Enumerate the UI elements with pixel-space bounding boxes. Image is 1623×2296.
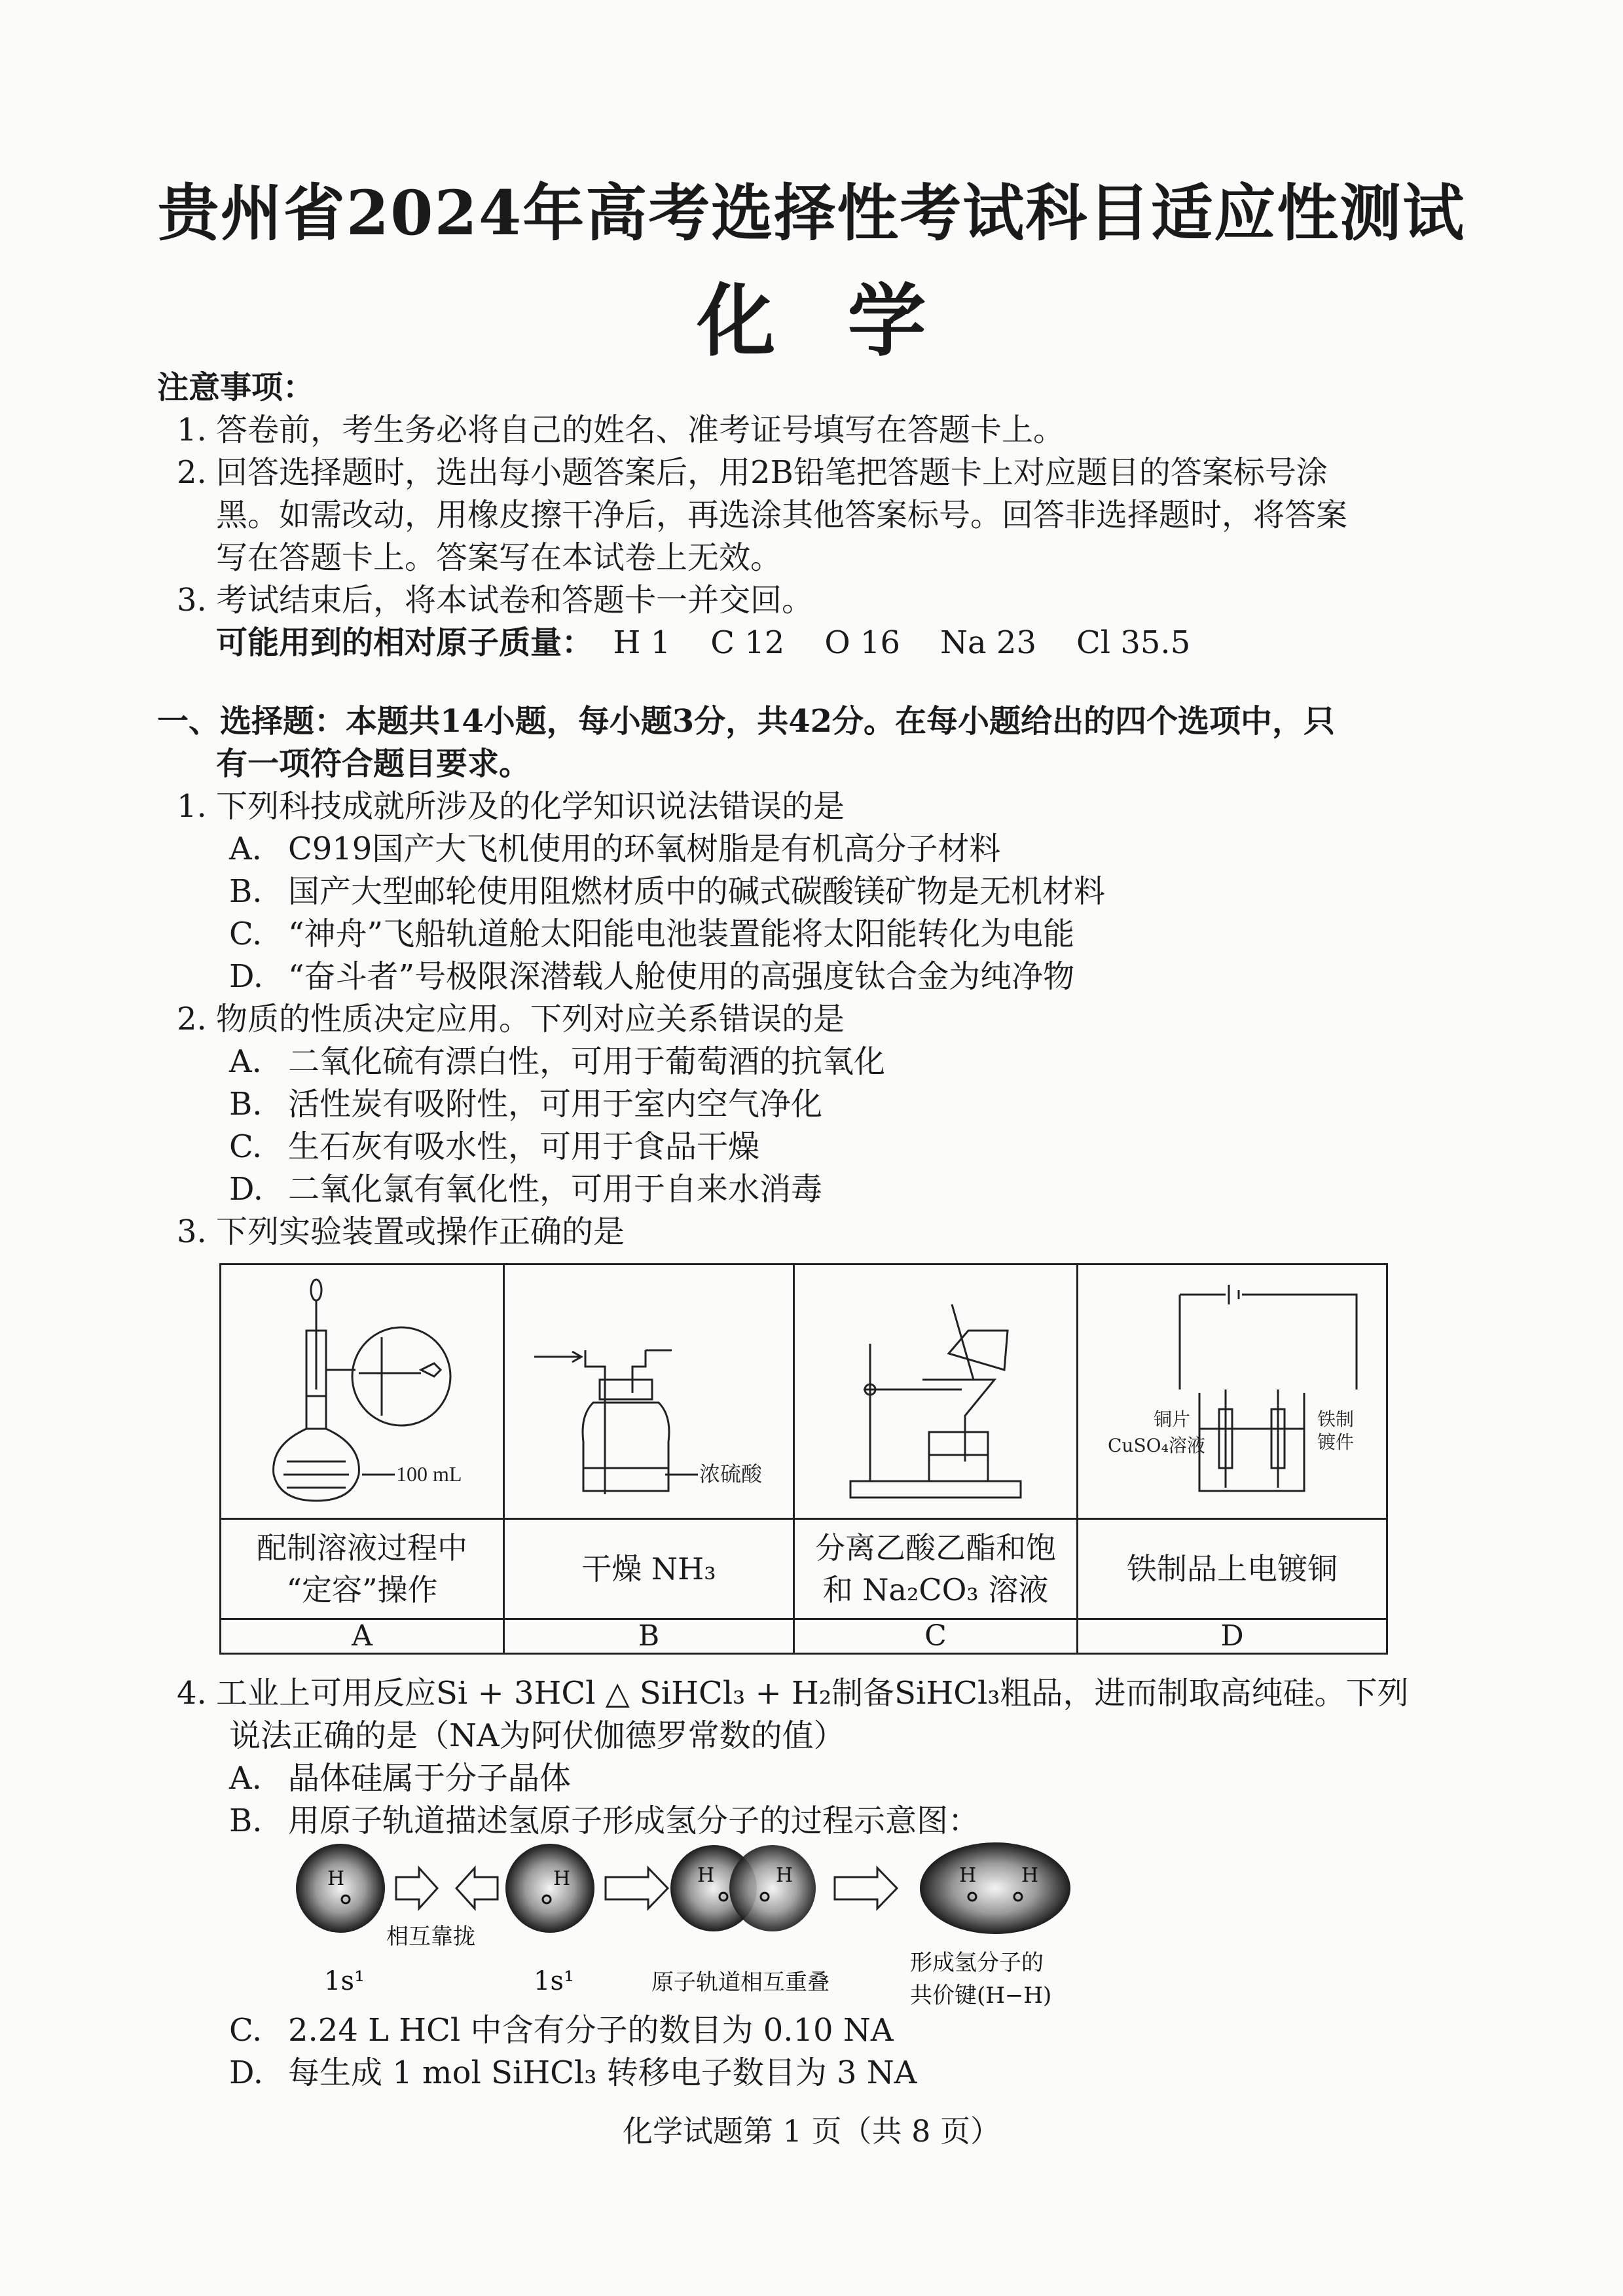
approach-label: 相互靠拢 bbox=[386, 1924, 475, 1950]
apparatus-c-letter: C bbox=[794, 1619, 1078, 1654]
question-4-option-c: C. 2.24 L HCl 中含有分子的数目为 0.10 NA bbox=[229, 2012, 894, 2049]
h-atom-label-5: H bbox=[959, 1864, 977, 1887]
gas-washing-bottle-icon bbox=[508, 1265, 790, 1507]
subject-title: 化学 bbox=[697, 275, 998, 367]
apparatus-b-caption: 干燥 NH₃ bbox=[504, 1519, 794, 1619]
notice-item-2: 2. 回答选择题时，选出每小题答案后，用2B铅笔把答题卡上对应题目的答案标号涂 bbox=[177, 454, 1328, 491]
iron-piece-label-2: 镀件 bbox=[1317, 1431, 1355, 1453]
h-atom-label-3: H bbox=[697, 1864, 715, 1887]
cuso4-solution-label: CuSO₄溶液 bbox=[1108, 1435, 1205, 1456]
s1-left-label: 1s¹ bbox=[324, 1966, 365, 1996]
question-3-stem: 3. 下列实验装置或操作正确的是 bbox=[177, 1213, 625, 1250]
h-atom-label-4: H bbox=[776, 1864, 793, 1887]
question-1-option-a: A. C919国产大飞机使用的环氧树脂是有机高分子材料 bbox=[229, 831, 1001, 867]
sulfuric-acid-label: 浓硫酸 bbox=[699, 1462, 763, 1486]
section-heading-line-2: 有一项符合题目要求。 bbox=[216, 745, 531, 782]
page-footer: 化学试题第 1 页（共 8 页） bbox=[622, 2113, 1001, 2149]
orbital-overlap-diagram bbox=[288, 1826, 1100, 2022]
volumetric-flask-icon bbox=[225, 1265, 500, 1507]
question-4-option-d: D. 每生成 1 mol SiHCl₃ 转移电子数目为 3 NA bbox=[229, 2054, 917, 2091]
apparatus-d-letter: D bbox=[1078, 1619, 1387, 1654]
iron-piece-label-1: 铁制 bbox=[1317, 1408, 1355, 1430]
section-heading: 一、选择题：本题共14小题，每小题3分，共42分。在每小题给出的四个选项中，只 bbox=[157, 703, 1335, 740]
exam-title: 贵州省2024年高考选择性考试科目适应性测试 bbox=[157, 177, 1466, 249]
s1-right-label: 1s¹ bbox=[534, 1966, 575, 1996]
question-4-stem-line-2: 说法正确的是（NA为阿伏伽德罗常数的值） bbox=[229, 1717, 845, 1754]
h-atom-label-1: H bbox=[327, 1867, 345, 1890]
question-2-option-d: D. 二氧化氯有氧化性，可用于自来水消毒 bbox=[229, 1171, 823, 1208]
bond-label-1: 形成氢分子的 bbox=[910, 1950, 1044, 1976]
apparatus-a-letter: A bbox=[221, 1619, 504, 1654]
notice-item-1: 1. 答卷前，考生务必将自己的姓名、准考证号填写在答题卡上。 bbox=[177, 412, 1065, 448]
bond-label-2: 共价键(H−H) bbox=[910, 1982, 1052, 2009]
notice-heading: 注意事项： bbox=[157, 369, 315, 406]
question-1-stem: 1. 下列科技成就所涉及的化学知识说法错误的是 bbox=[177, 788, 845, 825]
notice-item-2-line-2: 黑。如需改动，用橡皮擦干净后，再选涂其他答案标号。回答非选择题时，将答案 bbox=[216, 497, 1348, 533]
apparatus-a-figure bbox=[221, 1265, 504, 1519]
question-2-stem: 2. 物质的性质决定应用。下列对应关系错误的是 bbox=[177, 1001, 845, 1037]
h-atom-label-2: H bbox=[553, 1867, 571, 1890]
notice-item-3: 3. 考试结束后，将本试卷和答题卡一并交回。 bbox=[177, 582, 814, 619]
apparatus-c-figure bbox=[794, 1265, 1078, 1519]
apparatus-b-figure bbox=[504, 1265, 794, 1519]
overlap-label: 原子轨道相互重叠 bbox=[651, 1969, 830, 1996]
h-atom-label-6: H bbox=[1021, 1864, 1039, 1887]
question-2-option-b: B. 活性炭有吸附性，可用于室内空气净化 bbox=[229, 1086, 823, 1122]
question-2-option-c: C. 生石灰有吸水性，可用于食品干燥 bbox=[229, 1128, 760, 1165]
atomic-masses: 可能用到的相对原子质量： H 1 C 12 O 16 Na 23 Cl 35.5 bbox=[216, 624, 1191, 661]
question-1-option-c: C. “神舟”飞船轨道舱太阳能电池装置能将太阳能转化为电能 bbox=[229, 916, 1075, 952]
question-4-option-b: B. 用原子轨道描述氢原子形成氢分子的过程示意图： bbox=[229, 1803, 980, 1839]
apparatus-table bbox=[219, 1263, 1388, 1655]
question-2-option-a: A. 二氧化硫有漂白性，可用于葡萄酒的抗氧化 bbox=[229, 1043, 886, 1080]
electroplating-cell-icon bbox=[1082, 1265, 1383, 1507]
apparatus-d-caption: 铁制品上电镀铜 bbox=[1078, 1519, 1387, 1619]
flask-volume-label: 100 mL bbox=[396, 1462, 462, 1486]
question-1-option-d: D. “奋斗者”号极限深潜载人舱使用的高强度钛合金为纯净物 bbox=[229, 958, 1075, 995]
apparatus-a-caption: 配制溶液过程中 “定容”操作 bbox=[221, 1519, 504, 1619]
hydrogen-bond-formation-icon bbox=[288, 1826, 1100, 2022]
apparatus-d-figure bbox=[1078, 1265, 1387, 1519]
notice-item-2-line-3: 写在答题卡上。答案写在本试卷上无效。 bbox=[216, 539, 782, 576]
filtration-setup-icon bbox=[798, 1265, 1073, 1507]
question-1-option-b: B. 国产大型邮轮使用阻燃材质中的碱式碳酸镁矿物是无机材料 bbox=[229, 873, 1106, 910]
question-4-option-a: A. 晶体硅属于分子晶体 bbox=[229, 1760, 572, 1797]
copper-plate-label: 铜片 bbox=[1154, 1408, 1191, 1430]
apparatus-c-caption: 分离乙酸乙酯和饱 和 Na₂CO₃ 溶液 bbox=[794, 1519, 1078, 1619]
question-4-stem: 4. 工业上可用反应Si + 3HCl △ SiHCl₃ + H₂制备SiHCl₃粗品，进而制取高纯硅。下列 bbox=[177, 1675, 1409, 1712]
apparatus-b-letter: B bbox=[504, 1619, 794, 1654]
